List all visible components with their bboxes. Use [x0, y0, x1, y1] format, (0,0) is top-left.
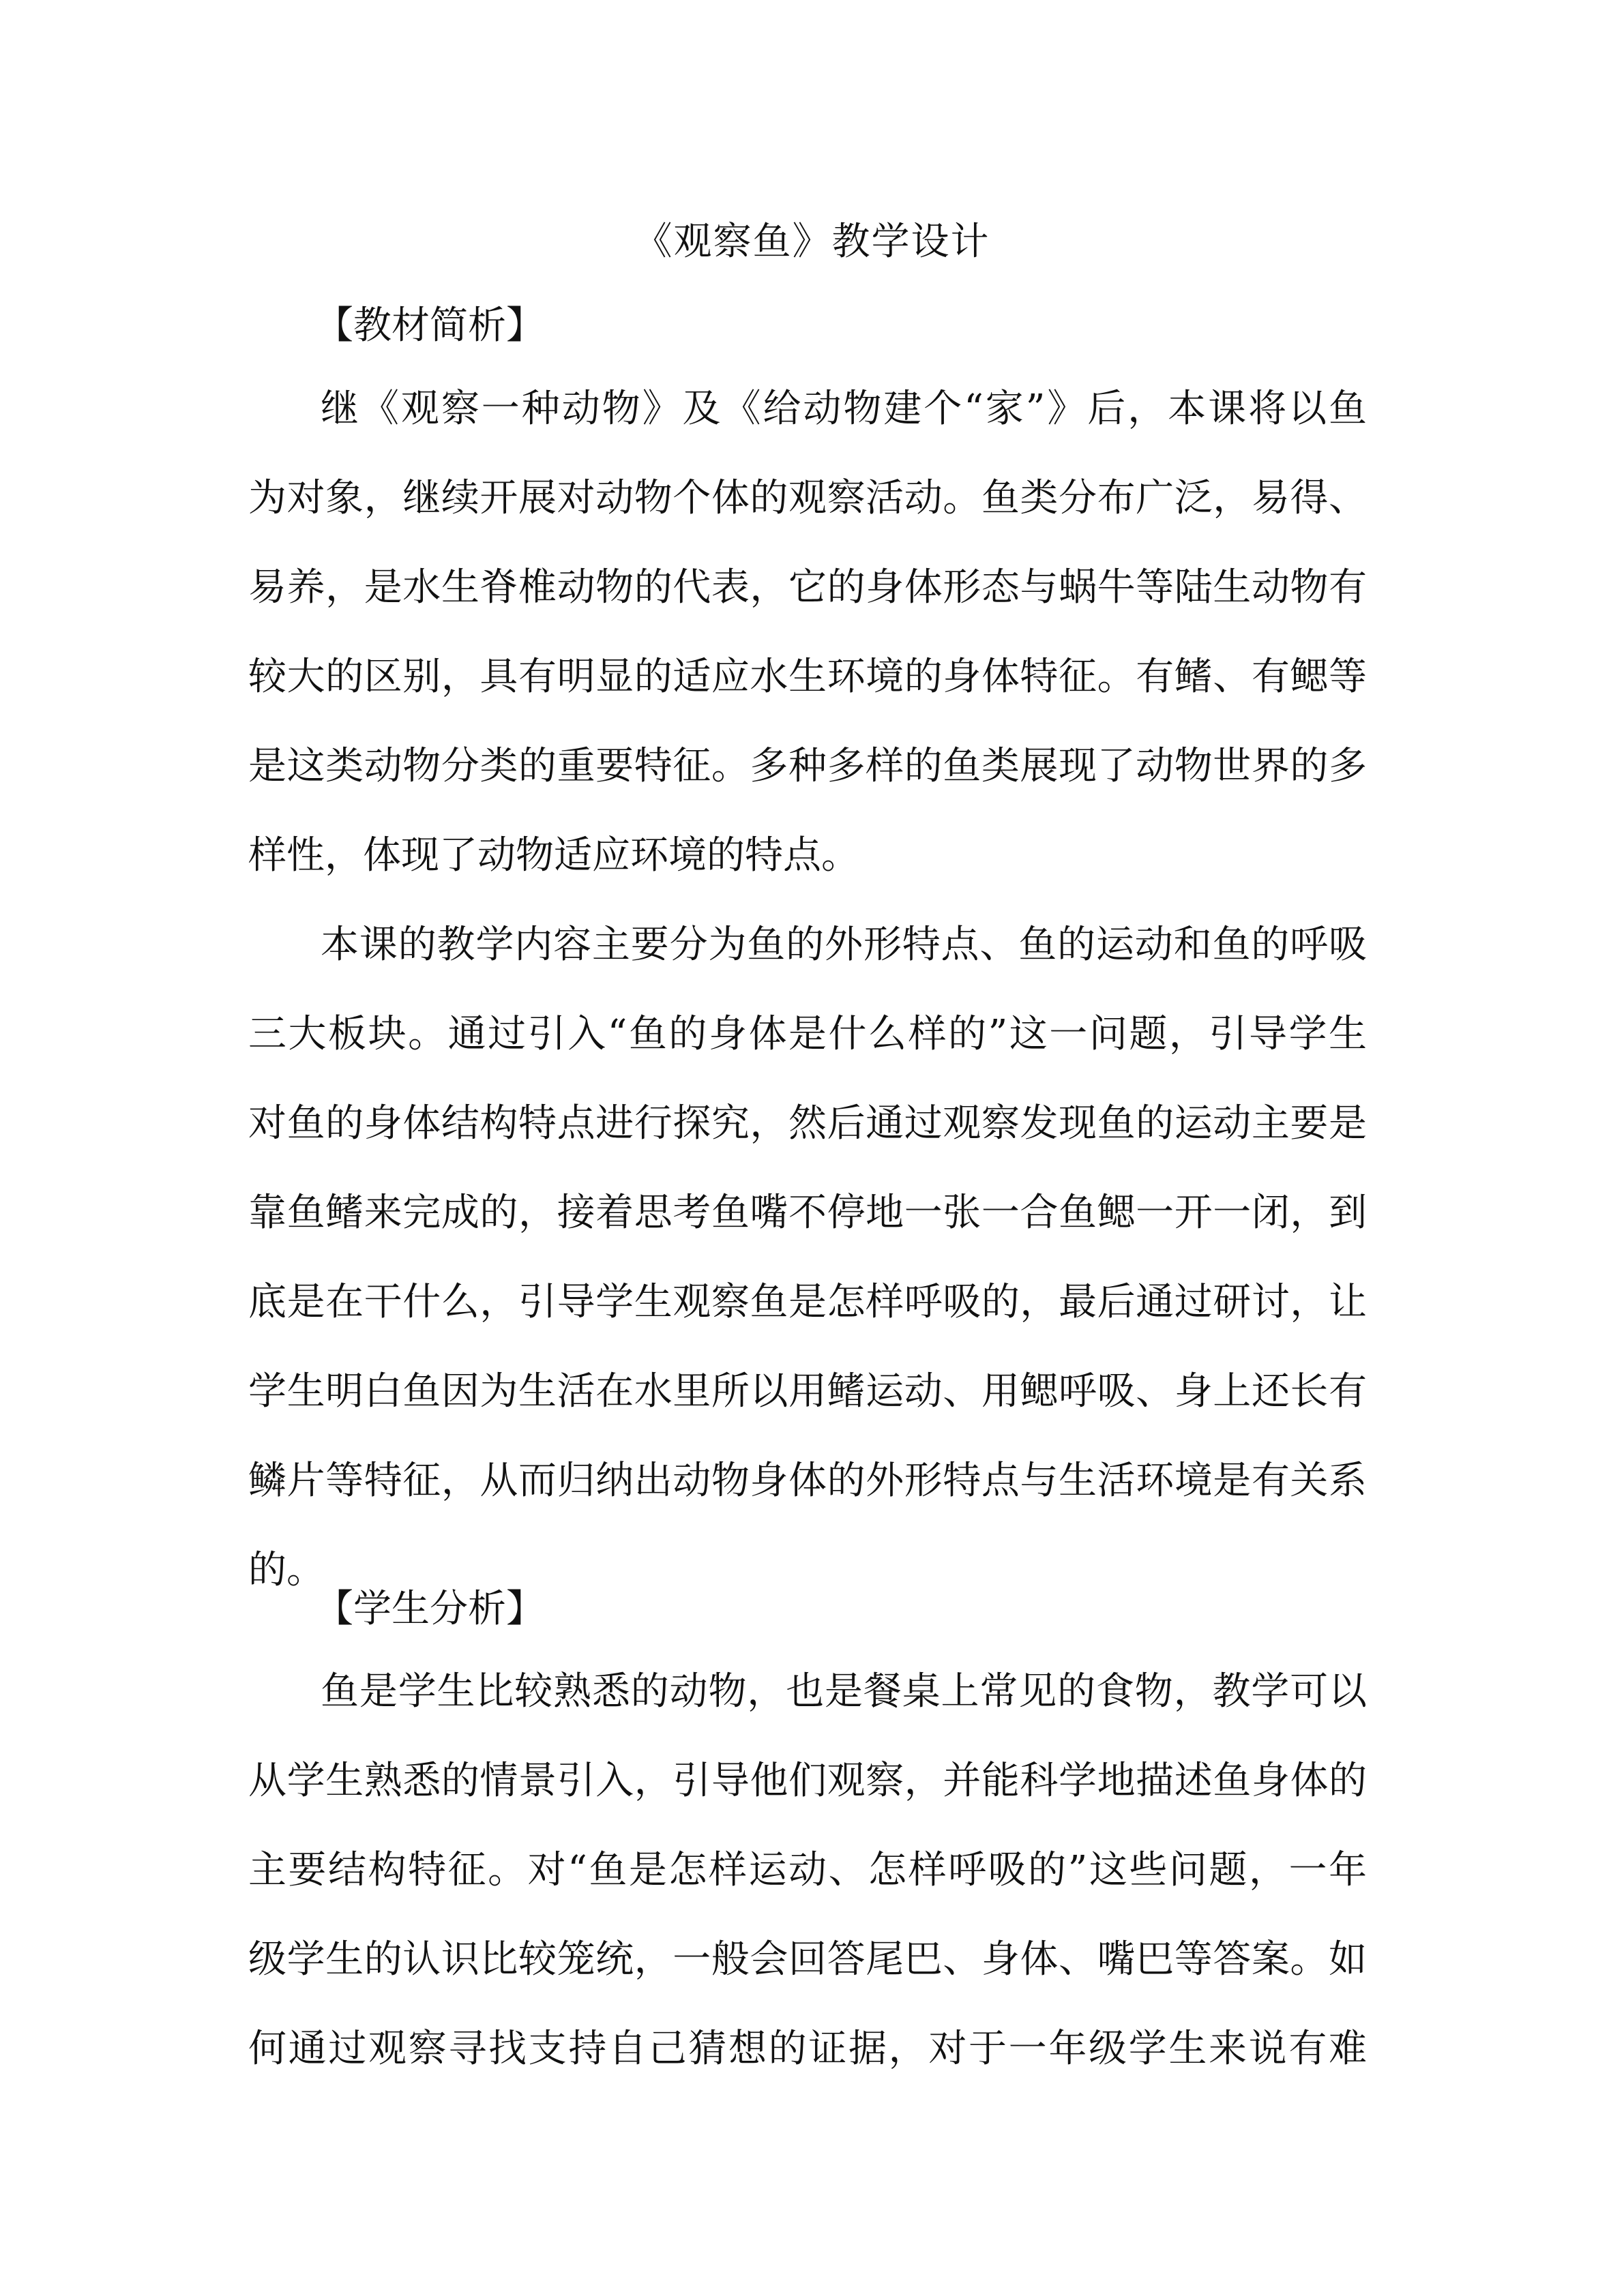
paragraph-line: 较大的区别，具有明显的适应水生环境的身体特征。有鳍、有鳃等 [248, 655, 1367, 699]
paragraph-line: 继《观察一种动物》及《给动物建个“家”》后，本课将以鱼 [321, 387, 1367, 431]
paragraph-line: 底是在干什么，引导学生观察鱼是怎样呼吸的，最后通过研讨，让 [248, 1280, 1367, 1324]
paragraph-line: 三大板块。通过引入“鱼的身体是什么样的”这一问题，引导学生 [248, 1012, 1367, 1056]
paragraph-line: 样性，体现了动物适应环境的特点。 [248, 833, 859, 878]
paragraph-line: 易养，是水生脊椎动物的代表，它的身体形态与蜗牛等陆生动物有 [248, 565, 1367, 610]
paragraph-line: 对鱼的身体结构特点进行探究，然后通过观察发现鱼的运动主要是 [248, 1101, 1367, 1146]
paragraph-textbook-intro [248, 364, 1367, 900]
paragraph-line: 鱼是学生比较熟悉的动物，也是餐桌上常见的食物，教学可以 [321, 1669, 1367, 1714]
section-heading-student-analysis: 【学生分析】 [315, 1587, 544, 1631]
paragraph-line: 主要结构特征。对“鱼是怎样运动、怎样呼吸的”这些问题，一年 [248, 1848, 1367, 1892]
paragraph-line: 鳞片等特征，从而归纳出动物身体的外形特点与生活环境是有关系 [248, 1459, 1367, 1503]
paragraph-line: 从学生熟悉的情景引入，引导他们观察，并能科学地描述鱼身体的 [248, 1759, 1367, 1803]
paragraph-line: 的。 [248, 1548, 325, 1592]
paragraph-teaching-content [248, 900, 1367, 1615]
paragraph-line: 是这类动物分类的重要特征。多种多样的鱼类展现了动物世界的多 [248, 744, 1367, 788]
paragraph-line: 何通过观察寻找支持自己猜想的证据，对于一年级学生来说有难 [248, 2027, 1367, 2071]
paragraph-line: 级学生的认识比较笼统，一般会回答尾巴、身体、嘴巴等答案。如 [248, 1937, 1367, 1982]
document-title: 《观察鱼》教学设计 [634, 220, 990, 264]
paragraph-line: 为对象，继续开展对动物个体的观察活动。鱼类分布广泛，易得、 [248, 476, 1367, 520]
paragraph-line: 本课的教学内容主要分为鱼的外形特点、鱼的运动和鱼的呼吸 [321, 923, 1367, 967]
paragraph-line: 靠鱼鳍来完成的，接着思考鱼嘴不停地一张一合鱼鳃一开一闭，到 [248, 1191, 1367, 1235]
paragraph-student-analysis [248, 1647, 1367, 2093]
section-heading-textbook-analysis: 【教材简析】 [315, 303, 544, 348]
paragraph-line: 学生明白鱼因为生活在水里所以用鳍运动、用鳃呼吸、身上还长有 [248, 1369, 1367, 1414]
